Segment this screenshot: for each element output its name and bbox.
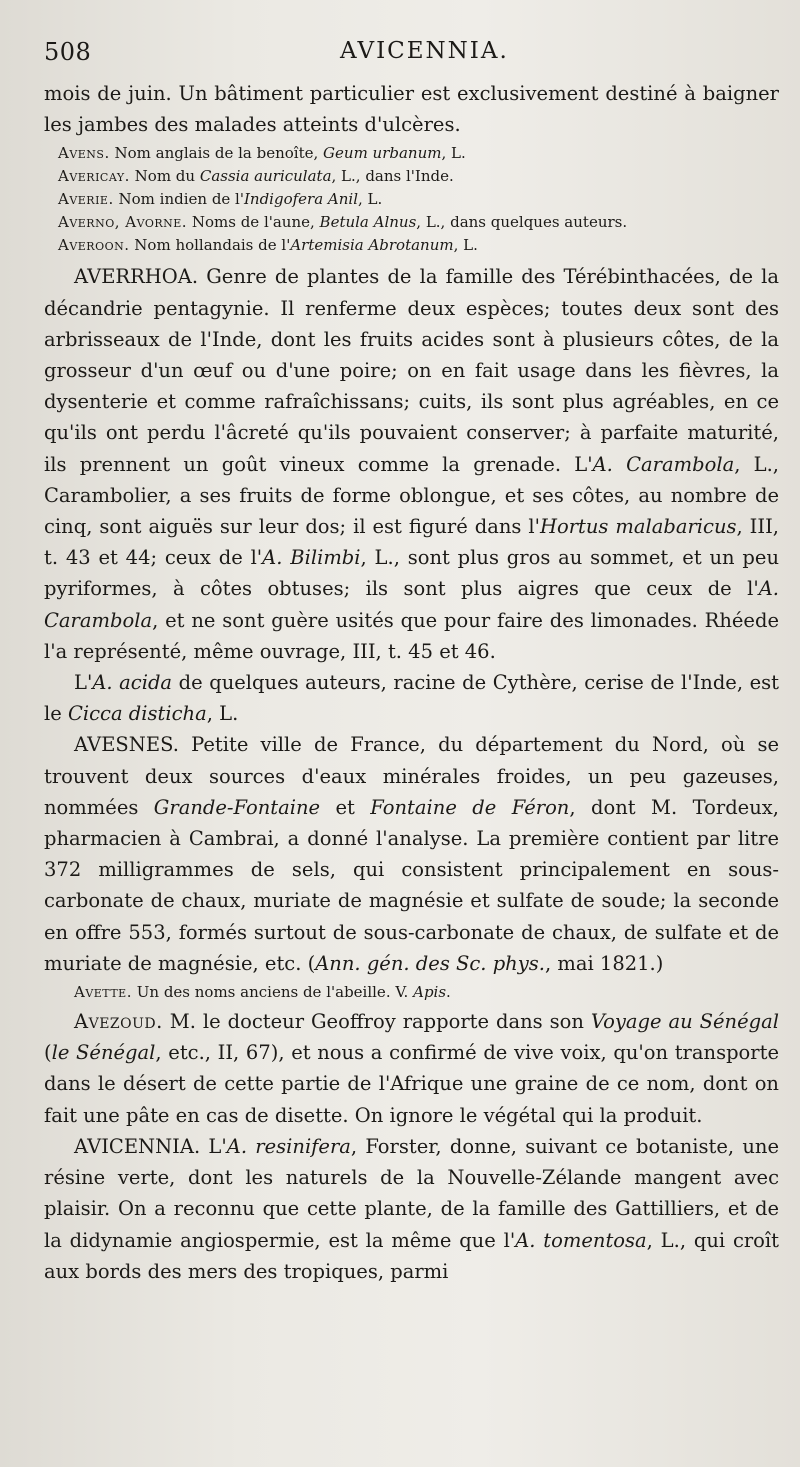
entry-avette: Avette. Un des noms anciens de l'abeille. V. Apis. [74, 983, 451, 1002]
entry-avesnes: AVESNES. Petite ville de France, du département du Nord, où se trouvent deux sources d'eaux minérales froides, un peu gazeuses, nommées Grande-Fontaine et Fontaine de Féron, dont M. Tordeux, pharmacien à Cambrai, a donné l'analyse. La première contient par litre 372 milligrammes de sels, qui consistent principalement en sous-carbonate de chaux, muriate de magnésie et sulfate de soude; la seconde en offre 553, formés surtout de sous-carbonate de chaux, de sulfate et de muriate de magnésie, etc. (Ann. gén. des Sc. phys., mai 1821.) [44, 733, 779, 975]
entry-term: Avericay. [58, 167, 130, 186]
entry-term: AVESNES. [74, 733, 179, 757]
small-entries [44, 142, 779, 257]
entry-term: Averoon. [58, 236, 130, 255]
entry-term: AVERRHOA. [74, 265, 199, 289]
entry-averie: Averie. Nom indien de l'Indigofera Anil, L. [58, 190, 383, 209]
running-head: AVICENNIA. [340, 38, 509, 64]
entry-term: AVICENNIA. [74, 1134, 201, 1158]
entry-averno: Averno, Avorne. Noms de l'aune, Betula Alnus, L., dans quelques auteurs. [58, 213, 628, 232]
page-body [44, 78, 779, 1287]
continuation-paragraph [44, 78, 779, 140]
entry-averrhoa: AVERRHOA. Genre de plantes de la famille des Térébinthacées, de la décandrie pentagynie. Il renferme deux espèces; toutes deux sont des arbrisseaux de l'Inde, dont les fruits acides sont à plusieurs côtes, de la grosseur d'un œuf ou d'une poire; on en fait usage dans les fièvres, la dysenterie et comme rafraîchissans; cuits, ils sont plus agréables, en ce qu'ils ont perdu l'âcreté qu'ils pouvaient conserver; à parfaite maturité, ils prennent un goût vineux comme la grenade. L'A. Carambola, L., Carambolier, a ses fruits de forme oblongue, et ses côtes, au nombre de cinq, sont aiguës sur leur dos; il est figuré dans l'Hortus malabaricus, III, t. 43 et 44; ceux de l'A. Bilimbi, L., sont plus gros au sommet, et un peu pyriformes, à côtes obtuses; ils sont plus aigres que ceux de l'A. Carambola, et ne sont guère usités que pour faire des limonades. Rhéede l'a représenté, même ouvrage, III, t. 45 et 46. [44, 265, 780, 663]
continuation-text: mois de juin. Un bâtiment particulier est exclusivement destiné à baigner les jambes des malades atteints d'ulcères. [44, 82, 779, 137]
entry-term: Avezoud. [74, 1010, 163, 1034]
entry-avezoud: Avezoud. M. le docteur Geoffroy rapporte dans son Voyage au Sénégal (le Sénégal, etc., II, 67), et nous a confirmé de vive voix, qu'on transporte dans le désert de cette partie de l'Afrique une graine de ce nom, dont on fait une pâte en cas de disette. On ignore le végétal qui la produit. [44, 1010, 779, 1127]
entry-term: Averno, Avorne. [58, 213, 188, 232]
entry-avericay: Avericay. Nom du Cassia auriculata, L., dans l'Inde. [58, 167, 454, 186]
entry-avens: Avens. Nom anglais de la benoîte, Geum urbanum, L. [58, 144, 466, 163]
entry-term: Avette. [74, 983, 132, 1002]
entry-term: Avens. [58, 144, 110, 163]
entry-averrhoa-acida: L'A. acida de quelques auteurs, racine de Cythère, cerise de l'Inde, est le Cicca disticha, L. [44, 671, 779, 726]
page-header [44, 38, 770, 78]
entry-averoon: Averoon. Nom hollandais de l'Artemisia Abrotanum, L. [58, 236, 478, 255]
entry-term: Averie. [58, 190, 114, 209]
page-number: 508 [44, 38, 92, 66]
entry-avicennia: AVICENNIA. L'A. resinifera, Forster, donne, suivant ce botaniste, une résine verte, dont les naturels de la Nouvelle-Zélande mangent avec plaisir. On a reconnu que cette plante, de la famille des Gattilliers, et de la didynamie angiospermie, est la même que l'A. tomentosa, L., qui croît aux bords des mers des tropiques, parmi [44, 1134, 779, 1283]
